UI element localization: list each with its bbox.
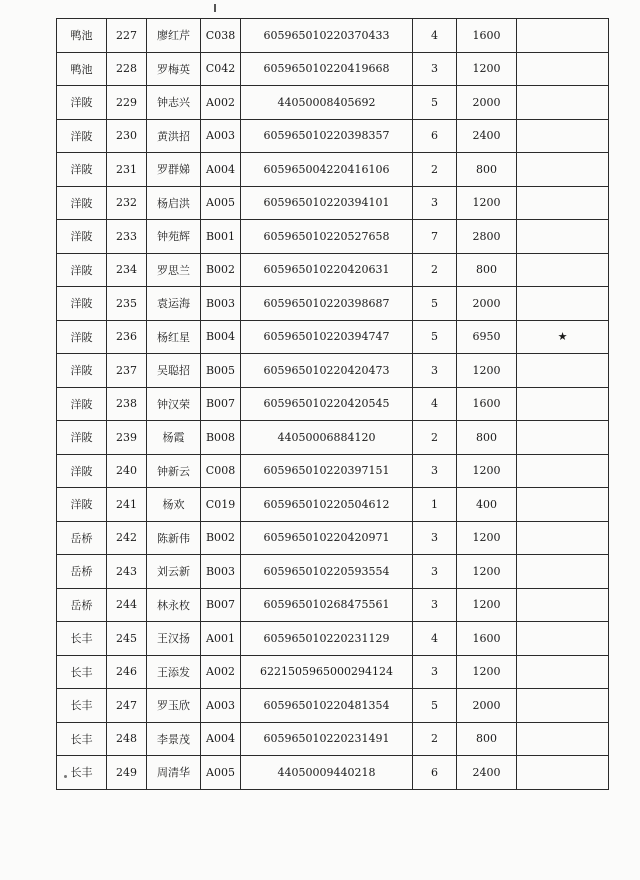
table-row	[57, 287, 609, 321]
cell-note	[517, 655, 609, 689]
cell-account: 605965010220481354	[241, 689, 413, 723]
cell-code: A005	[201, 186, 241, 220]
table-row	[57, 722, 609, 756]
cell-code: B002	[201, 253, 241, 287]
cell-note	[517, 756, 609, 790]
cell-name: 王汉扬	[147, 622, 201, 656]
cell-number: 231	[107, 153, 147, 187]
cell-name: 罗玉欣	[147, 689, 201, 723]
cell-code: A002	[201, 86, 241, 120]
cell-account: 605965010220504612	[241, 488, 413, 522]
table-row	[57, 320, 609, 354]
cell-number: 244	[107, 588, 147, 622]
cell-account: 605965010220231491	[241, 722, 413, 756]
cell-area: 长丰	[57, 756, 107, 790]
cell-account: 605965010220394101	[241, 186, 413, 220]
cell-number: 237	[107, 354, 147, 388]
cell-account: 44050009440218	[241, 756, 413, 790]
cell-note	[517, 555, 609, 589]
cell-area: 岳桥	[57, 521, 107, 555]
cell-people: 5	[413, 320, 457, 354]
cell-area: 长丰	[57, 655, 107, 689]
cell-code: C008	[201, 454, 241, 488]
cell-name: 廖红芹	[147, 19, 201, 53]
table-row	[57, 421, 609, 455]
cell-area: 洋陂	[57, 119, 107, 153]
cell-people: 3	[413, 354, 457, 388]
cell-people: 2	[413, 153, 457, 187]
cell-code: B008	[201, 421, 241, 455]
table-row	[57, 253, 609, 287]
table-row	[57, 555, 609, 589]
cell-name: 王添发	[147, 655, 201, 689]
cell-account: 44050006884120	[241, 421, 413, 455]
cell-name: 杨红星	[147, 320, 201, 354]
cell-name: 李景茂	[147, 722, 201, 756]
cell-number: 241	[107, 488, 147, 522]
cell-name: 罗群娣	[147, 153, 201, 187]
cell-name: 刘云新	[147, 555, 201, 589]
cell-account: 605965010220394747	[241, 320, 413, 354]
cell-account: 605965010220398357	[241, 119, 413, 153]
cell-note	[517, 287, 609, 321]
cell-people: 5	[413, 689, 457, 723]
cell-area: 长丰	[57, 622, 107, 656]
cell-note	[517, 220, 609, 254]
cell-note	[517, 588, 609, 622]
cell-people: 3	[413, 52, 457, 86]
cell-people: 6	[413, 756, 457, 790]
cell-name: 袁运海	[147, 287, 201, 321]
cell-amount: 800	[457, 153, 517, 187]
cell-note	[517, 186, 609, 220]
cell-amount: 400	[457, 488, 517, 522]
cell-area: 洋陂	[57, 253, 107, 287]
subsidy-table	[56, 18, 609, 790]
cell-people: 6	[413, 119, 457, 153]
cell-note	[517, 387, 609, 421]
cell-code: C038	[201, 19, 241, 53]
cell-account: 605965010220397151	[241, 454, 413, 488]
cell-number: 248	[107, 722, 147, 756]
cell-code: B003	[201, 555, 241, 589]
cell-area: 岳桥	[57, 555, 107, 589]
cell-note	[517, 689, 609, 723]
cell-account: 44050008405692	[241, 86, 413, 120]
cell-amount: 2400	[457, 119, 517, 153]
cell-account: 605965004220416106	[241, 153, 413, 187]
cell-people: 3	[413, 588, 457, 622]
cell-note	[517, 521, 609, 555]
cell-people: 2	[413, 421, 457, 455]
cell-note	[517, 153, 609, 187]
cell-area: 鸭池	[57, 19, 107, 53]
cell-code: B005	[201, 354, 241, 388]
table-row	[57, 86, 609, 120]
cell-people: 1	[413, 488, 457, 522]
cell-area: 岳桥	[57, 588, 107, 622]
cell-area: 洋陂	[57, 454, 107, 488]
cell-people: 3	[413, 521, 457, 555]
cell-amount: 1200	[457, 354, 517, 388]
cell-amount: 1200	[457, 588, 517, 622]
cell-note	[517, 454, 609, 488]
cell-code: A003	[201, 689, 241, 723]
cell-number: 243	[107, 555, 147, 589]
cell-note	[517, 52, 609, 86]
cell-amount: 2400	[457, 756, 517, 790]
table-row	[57, 622, 609, 656]
cell-account: 605965010220420631	[241, 253, 413, 287]
cell-code: B003	[201, 287, 241, 321]
cell-number: 247	[107, 689, 147, 723]
cell-name: 周清华	[147, 756, 201, 790]
cell-name: 杨霞	[147, 421, 201, 455]
cell-area: 长丰	[57, 689, 107, 723]
cell-number: 235	[107, 287, 147, 321]
cell-area: 洋陂	[57, 488, 107, 522]
cell-amount: 1600	[457, 622, 517, 656]
cell-amount: 1200	[457, 521, 517, 555]
cell-note	[517, 119, 609, 153]
cell-number: 229	[107, 86, 147, 120]
cell-area: 洋陂	[57, 354, 107, 388]
cell-account: 605965010220398687	[241, 287, 413, 321]
table-row	[57, 756, 609, 790]
table-row	[57, 220, 609, 254]
cell-area: 洋陂	[57, 153, 107, 187]
cell-amount: 2000	[457, 86, 517, 120]
cell-code: B004	[201, 320, 241, 354]
cell-name: 黄洪招	[147, 119, 201, 153]
cell-account: 605965010220420545	[241, 387, 413, 421]
cell-code: B002	[201, 521, 241, 555]
cell-amount: 1200	[457, 186, 517, 220]
cell-amount: 1200	[457, 454, 517, 488]
cell-name: 吴聪招	[147, 354, 201, 388]
table-row	[57, 19, 609, 53]
cell-name: 杨欢	[147, 488, 201, 522]
cell-name: 罗思兰	[147, 253, 201, 287]
table-row	[57, 689, 609, 723]
cell-people: 4	[413, 622, 457, 656]
cell-account: 605965010220420971	[241, 521, 413, 555]
cell-people: 5	[413, 86, 457, 120]
cell-area: 洋陂	[57, 287, 107, 321]
cell-code: A004	[201, 722, 241, 756]
cell-people: 4	[413, 387, 457, 421]
cell-number: 227	[107, 19, 147, 53]
cell-account: 6221505965000294124	[241, 655, 413, 689]
cell-area: 洋陂	[57, 320, 107, 354]
cell-people: 2	[413, 722, 457, 756]
cell-amount: 1200	[457, 655, 517, 689]
table-row	[57, 387, 609, 421]
cell-area: 洋陂	[57, 186, 107, 220]
cell-area: 洋陂	[57, 387, 107, 421]
table-row	[57, 186, 609, 220]
cell-amount: 2000	[457, 287, 517, 321]
cell-number: 234	[107, 253, 147, 287]
cell-code: B007	[201, 387, 241, 421]
cell-name: 陈新伟	[147, 521, 201, 555]
cell-amount: 1600	[457, 19, 517, 53]
cell-name: 杨启洪	[147, 186, 201, 220]
cell-code: C019	[201, 488, 241, 522]
table-body	[57, 19, 609, 790]
cell-area: 鸭池	[57, 52, 107, 86]
cell-account: 605965010220593554	[241, 555, 413, 589]
cell-code: A002	[201, 655, 241, 689]
cell-people: 3	[413, 186, 457, 220]
cell-number: 249	[107, 756, 147, 790]
cell-number: 240	[107, 454, 147, 488]
cell-code: C042	[201, 52, 241, 86]
cell-name: 钟新云	[147, 454, 201, 488]
cell-people: 5	[413, 287, 457, 321]
cell-code: A003	[201, 119, 241, 153]
cell-code: B007	[201, 588, 241, 622]
cell-people: 4	[413, 19, 457, 53]
cell-account: 605965010220420473	[241, 354, 413, 388]
cell-area: 洋陂	[57, 86, 107, 120]
cell-amount: 1200	[457, 555, 517, 589]
cell-people: 3	[413, 454, 457, 488]
table-row	[57, 52, 609, 86]
cell-people: 2	[413, 253, 457, 287]
cell-code: A005	[201, 756, 241, 790]
cell-code: A001	[201, 622, 241, 656]
cell-note	[517, 19, 609, 53]
table-row	[57, 588, 609, 622]
cell-amount: 800	[457, 722, 517, 756]
cell-people: 3	[413, 655, 457, 689]
cell-area: 洋陂	[57, 220, 107, 254]
cell-number: 230	[107, 119, 147, 153]
cell-number: 228	[107, 52, 147, 86]
cell-note: ★	[517, 320, 609, 354]
cell-amount: 2800	[457, 220, 517, 254]
table-row	[57, 354, 609, 388]
cell-amount: 2000	[457, 689, 517, 723]
table-row	[57, 655, 609, 689]
scan-mark	[214, 4, 216, 12]
cell-note	[517, 622, 609, 656]
table-row	[57, 488, 609, 522]
cell-account: 605965010220419668	[241, 52, 413, 86]
cell-account: 605965010220231129	[241, 622, 413, 656]
cell-number: 238	[107, 387, 147, 421]
cell-name: 钟志兴	[147, 86, 201, 120]
cell-note	[517, 722, 609, 756]
cell-note	[517, 354, 609, 388]
table-row	[57, 119, 609, 153]
cell-name: 林永枚	[147, 588, 201, 622]
cell-number: 239	[107, 421, 147, 455]
cell-number: 246	[107, 655, 147, 689]
cell-amount: 6950	[457, 320, 517, 354]
cell-note	[517, 488, 609, 522]
cell-number: 245	[107, 622, 147, 656]
cell-number: 236	[107, 320, 147, 354]
cell-number: 232	[107, 186, 147, 220]
cell-number: 242	[107, 521, 147, 555]
cell-account: 605965010220527658	[241, 220, 413, 254]
table-row	[57, 454, 609, 488]
cell-note	[517, 86, 609, 120]
cell-amount: 800	[457, 421, 517, 455]
cell-account: 605965010268475561	[241, 588, 413, 622]
cell-amount: 800	[457, 253, 517, 287]
cell-name: 钟汉荣	[147, 387, 201, 421]
cell-people: 7	[413, 220, 457, 254]
table-row	[57, 521, 609, 555]
cell-code: A004	[201, 153, 241, 187]
cell-code: B001	[201, 220, 241, 254]
cell-note	[517, 253, 609, 287]
cell-number: 233	[107, 220, 147, 254]
cell-amount: 1600	[457, 387, 517, 421]
cell-area: 洋陂	[57, 421, 107, 455]
cell-name: 钟苑辉	[147, 220, 201, 254]
cell-account: 605965010220370433	[241, 19, 413, 53]
cell-name: 罗梅英	[147, 52, 201, 86]
cell-area: 长丰	[57, 722, 107, 756]
cell-amount: 1200	[457, 52, 517, 86]
cell-note	[517, 421, 609, 455]
table-row	[57, 153, 609, 187]
cell-people: 3	[413, 555, 457, 589]
